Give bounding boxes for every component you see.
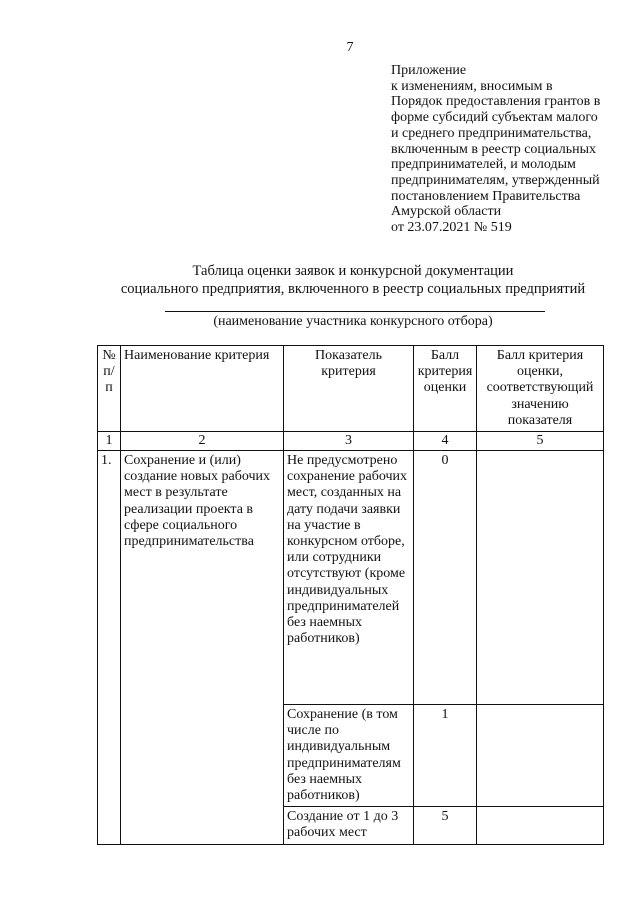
- column-number: 2: [121, 432, 284, 451]
- participant-caption: (наименование участника конкурсного отбора): [213, 314, 493, 329]
- column-number: 3: [284, 432, 414, 451]
- table-header-row: [98, 346, 604, 432]
- page-number: 7: [346, 40, 354, 55]
- appendix-line: от 23.07.2021 № 519: [391, 220, 512, 236]
- indicator-text: Создание от 1 до 3 рабочих мест: [284, 807, 414, 844]
- header-score: Балл критерия оценки: [414, 346, 477, 432]
- column-number: 5: [477, 432, 604, 451]
- column-number: 4: [414, 432, 477, 451]
- header-score-value: Балл критерия оценки, соответствующий значению показателя: [477, 346, 604, 432]
- appendix-line: предпринимателей, и молодым: [391, 157, 576, 173]
- title-line-1: Таблица оценки заявок и конкурсной документации: [192, 263, 514, 279]
- indicator-text: Не предусмотрено сохранение рабочих мест, созданных на дату подачи заявки на участие в конкурсном отборе, или сотрудники отсутствуют (кроме индивидуальных предпринимателей без наемных работников): [284, 451, 414, 705]
- appendix-block: [391, 63, 631, 236]
- appendix-line: Амурской области: [391, 204, 502, 220]
- header-indicator: Показатель критерия: [284, 346, 414, 432]
- column-number-row: [98, 432, 604, 451]
- indicator-score-value: [477, 451, 604, 705]
- appendix-line: Порядок предоставления грантов в: [391, 94, 601, 110]
- indicator-score: 5: [414, 807, 477, 844]
- indicator-score-value: [477, 807, 604, 844]
- appendix-line: включенным в реестр социальных: [391, 141, 597, 157]
- participant-name-line: [165, 311, 545, 312]
- title-line-2: социального предприятия, включенного в реестр социальных предприятий: [120, 281, 586, 297]
- indicator-text: Сохранение (в том числе по индивидуальным предпринимателям без наемных работников): [284, 705, 414, 807]
- appendix-line: к изменениям, вносимым в: [391, 78, 553, 94]
- appendix-line: и среднего предпринимательства,: [391, 125, 592, 141]
- indicator-score: 1: [414, 705, 477, 807]
- appendix-line: постановлением Правительства: [391, 188, 581, 204]
- document-title: [0, 262, 640, 298]
- criterion-num: 1.: [98, 451, 121, 845]
- appendix-line: форме субсидий субъектам малого: [391, 110, 598, 126]
- appendix-line: Приложение: [391, 63, 467, 78]
- appendix-line: предпринимателям, утвержденный: [391, 172, 600, 188]
- indicator-score-value: [477, 705, 604, 807]
- criteria-table: [97, 345, 604, 845]
- table-row: [98, 451, 604, 705]
- header-num: № п/п: [98, 346, 121, 432]
- header-name: Наименование критерия: [121, 346, 284, 432]
- criterion-name: Сохранение и (или) создание новых рабочих мест в результате реализации проекта в сфере социального предпринимательства: [121, 451, 284, 845]
- indicator-score: 0: [414, 451, 477, 705]
- column-number: 1: [98, 432, 121, 451]
